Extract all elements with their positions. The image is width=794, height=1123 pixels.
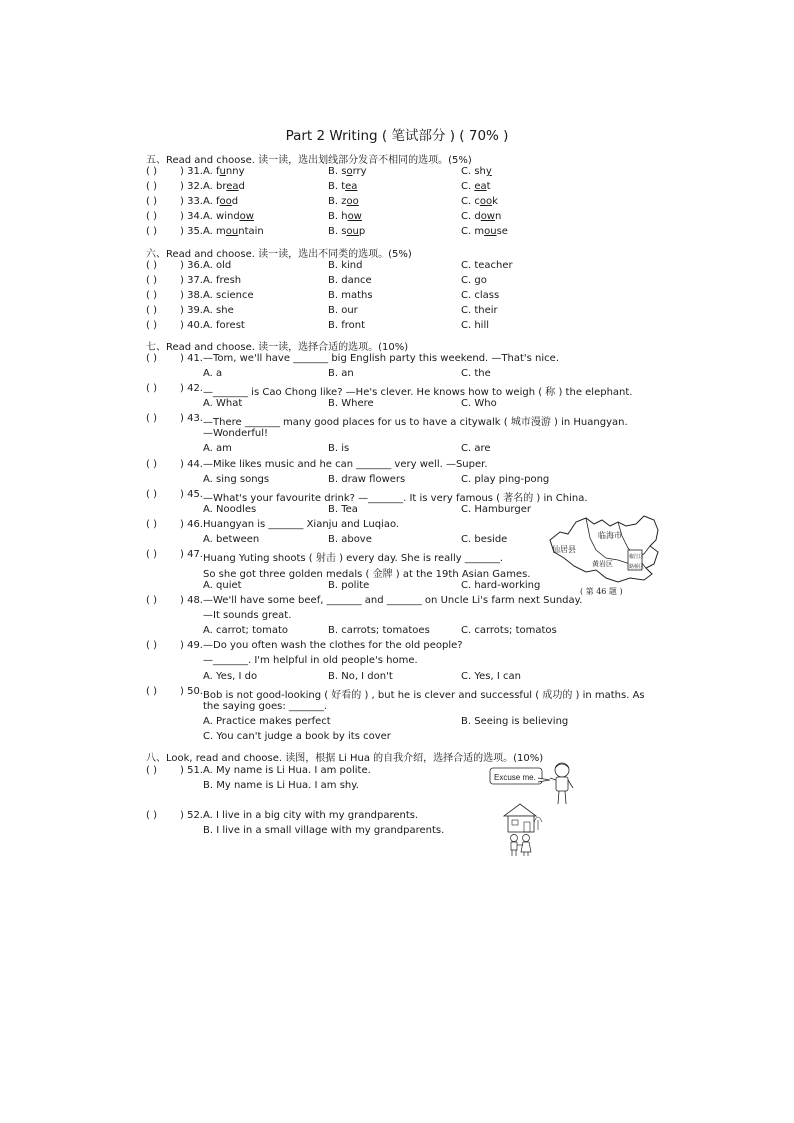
question-number: ) 50. bbox=[180, 686, 203, 697]
page-title: Part 2 Writing ( 笔试部分 ) ( 70% ) bbox=[285, 128, 509, 144]
option-c[interactable]: C. beside bbox=[461, 534, 508, 545]
underlined-sound: ou bbox=[346, 226, 359, 237]
answer-blank[interactable]: ( ) bbox=[146, 211, 157, 222]
question-number: ) 49. bbox=[180, 640, 203, 651]
question-text-continued: —_______. I'm helpful in old people's home. bbox=[203, 655, 418, 666]
option-b[interactable]: B. No, I don't bbox=[328, 671, 393, 682]
word-part: A. f bbox=[203, 196, 220, 207]
boy-body bbox=[556, 777, 568, 791]
option-a[interactable] bbox=[203, 196, 238, 207]
question-number: ) 48. bbox=[180, 595, 203, 606]
option-b[interactable]: B. I live in a small village with my grandparents. bbox=[203, 825, 445, 836]
section-7-heading: 七、Read and choose. 读一读，选择合适的选项。(10%) bbox=[146, 342, 409, 353]
question-text: Bob is not good-looking ( 好看的 ) , but he is clever and successful ( 成功的 ) in maths. As bbox=[203, 690, 645, 701]
answer-blank[interactable]: ( ) bbox=[146, 810, 157, 821]
underlined-sound: ou bbox=[225, 226, 239, 237]
answer-blank[interactable]: ( ) bbox=[146, 320, 157, 331]
question-text: Huangyan is _______ Xianju and Luqiao. bbox=[203, 519, 400, 530]
answer-blank[interactable]: ( ) bbox=[146, 196, 157, 207]
underlined-sound: u bbox=[219, 166, 226, 177]
underlined-sound: ow bbox=[480, 211, 495, 222]
underlined-sound: ea bbox=[345, 181, 358, 192]
option-b[interactable]: B. kind bbox=[328, 260, 363, 271]
option-b[interactable] bbox=[328, 211, 362, 222]
question-text: —We'll have some beef, _______ and _______ on Uncle Li's farm next Sunday. bbox=[203, 595, 583, 606]
option-a[interactable]: A. sing songs bbox=[203, 474, 270, 485]
option-b[interactable]: B. polite bbox=[328, 580, 370, 591]
question-number: ) 46. bbox=[180, 519, 203, 530]
word-part: C. sh bbox=[461, 166, 486, 177]
answer-blank[interactable]: ( ) bbox=[146, 549, 157, 560]
word-part: d bbox=[231, 196, 239, 207]
option-b[interactable] bbox=[328, 196, 359, 207]
answer-blank[interactable]: ( ) bbox=[146, 275, 157, 286]
section-8-heading: 八、Look, read and choose. 读图，根据 Li Hua 的自我介绍，选择合适的选项。(10%) bbox=[146, 753, 544, 764]
underlined-sound: ow bbox=[347, 211, 362, 222]
option-a[interactable]: A. forest bbox=[203, 320, 245, 331]
option-b[interactable]: B. front bbox=[328, 320, 366, 331]
house-grandparents-illustration bbox=[500, 800, 544, 858]
option-b[interactable]: B. is bbox=[328, 443, 350, 454]
option-c[interactable] bbox=[461, 196, 498, 207]
question-number: ) 38. bbox=[180, 290, 203, 301]
underlined-sound: ou bbox=[484, 226, 497, 237]
boy-leg bbox=[558, 791, 559, 804]
question-number: ) 40. bbox=[180, 320, 203, 331]
answer-blank[interactable]: ( ) bbox=[146, 459, 157, 470]
answer-blank[interactable]: ( ) bbox=[146, 226, 157, 237]
speech-bubble-tail bbox=[538, 778, 550, 782]
question-number: ) 34. bbox=[180, 211, 203, 222]
map-label-huangyan: 黄岩区 bbox=[592, 560, 613, 568]
answer-blank[interactable]: ( ) bbox=[146, 290, 157, 301]
option-c[interactable]: C. hill bbox=[461, 320, 490, 331]
option-c[interactable]: C. the bbox=[461, 368, 491, 379]
option-c[interactable] bbox=[461, 166, 492, 177]
boy-head bbox=[555, 763, 569, 777]
option-a[interactable] bbox=[203, 211, 254, 222]
word-part: B. z bbox=[328, 196, 347, 207]
answer-blank[interactable]: ( ) bbox=[146, 181, 157, 192]
underlined-sound: oo bbox=[219, 196, 232, 207]
question-number: ) 52. bbox=[180, 810, 203, 821]
option-c[interactable]: C. Hamburger bbox=[461, 504, 531, 515]
option-b[interactable]: B. an bbox=[328, 368, 354, 379]
option-a[interactable]: A. science bbox=[203, 290, 254, 301]
word-part: d bbox=[238, 181, 245, 192]
question-text-continued: So she got three golden medals ( 金牌 ) at the 19th Asian Games. bbox=[203, 569, 531, 580]
option-b[interactable]: B. maths bbox=[328, 290, 373, 301]
boy-arm bbox=[568, 780, 573, 788]
map-label-jiaojiang: 椒江区 bbox=[629, 554, 645, 560]
grandpa-body bbox=[511, 842, 517, 856]
option-c[interactable]: C. Yes, I can bbox=[461, 671, 521, 682]
option-c[interactable]: C. Who bbox=[461, 398, 497, 409]
answer-blank[interactable]: ( ) bbox=[146, 305, 157, 316]
grandma-head bbox=[523, 835, 530, 842]
option-a[interactable]: A. My name is Li Hua. I am polite. bbox=[203, 765, 371, 776]
word-part: t bbox=[486, 181, 491, 192]
question-text: —What's your favourite drink? —_______. It is very famous ( 著名的 ) in China. bbox=[203, 493, 588, 504]
word-part: rry bbox=[352, 166, 367, 177]
option-b[interactable]: B. Seeing is believing bbox=[461, 716, 569, 727]
answer-blank[interactable]: ( ) bbox=[146, 640, 157, 651]
word-part: C. c bbox=[461, 196, 480, 207]
question-number: ) 41. bbox=[180, 353, 203, 364]
option-b[interactable]: B. above bbox=[328, 534, 372, 545]
option-b[interactable]: B. Where bbox=[328, 398, 374, 409]
question-number: ) 45. bbox=[180, 489, 203, 500]
answer-blank[interactable]: ( ) bbox=[146, 765, 157, 776]
word-part: C. m bbox=[461, 226, 485, 237]
option-c[interactable] bbox=[461, 181, 491, 192]
question-number: ) 35. bbox=[180, 226, 203, 237]
option-a[interactable]: A. a bbox=[203, 368, 223, 379]
word-part: B. t bbox=[328, 181, 346, 192]
question-text-continued: —It sounds great. bbox=[203, 610, 292, 621]
question-text: —Tom, we'll have _______ big English party this weekend. —That's nice. bbox=[203, 353, 559, 364]
question-number: ) 31. bbox=[180, 166, 203, 177]
question-number: ) 43. bbox=[180, 413, 203, 424]
question-text-continued: —Wonderful! bbox=[203, 428, 269, 439]
grandpa-head bbox=[511, 835, 518, 842]
question-text: —Mike likes music and he can _______ very well. —Super. bbox=[203, 459, 488, 470]
option-a[interactable] bbox=[203, 181, 245, 192]
underlined-sound: o bbox=[346, 166, 353, 177]
answer-blank[interactable]: ( ) bbox=[146, 166, 157, 177]
option-c[interactable]: C. play ping-pong bbox=[461, 474, 550, 485]
option-a[interactable]: A. quiet bbox=[203, 580, 242, 591]
option-c[interactable]: C. hard-working bbox=[461, 580, 541, 591]
underlined-sound: y bbox=[485, 166, 492, 177]
option-a[interactable]: A. Practice makes perfect bbox=[203, 716, 331, 727]
question-number: ) 32. bbox=[180, 181, 203, 192]
speech-bubble-text: Excuse me. bbox=[494, 773, 536, 782]
grandma-body bbox=[521, 842, 531, 856]
option-c[interactable] bbox=[461, 226, 508, 237]
option-a[interactable]: A. Noodles bbox=[203, 504, 257, 515]
word-part: se bbox=[496, 226, 508, 237]
underlined-sound: ea bbox=[226, 181, 239, 192]
answer-blank[interactable]: ( ) bbox=[146, 260, 157, 271]
option-b[interactable]: B. draw flowers bbox=[328, 474, 406, 485]
option-b[interactable]: B. Tea bbox=[328, 504, 358, 515]
option-a[interactable]: A. old bbox=[203, 260, 232, 271]
map-label-luqiao: 路桥区 bbox=[629, 564, 645, 570]
question-number: ) 51. bbox=[180, 765, 203, 776]
map-label-linhai: 临海市 bbox=[598, 531, 622, 540]
taizhou-map-illustration bbox=[546, 512, 662, 598]
word-part: nny bbox=[225, 166, 245, 177]
option-a[interactable]: A. Yes, I do bbox=[203, 671, 258, 682]
option-b[interactable]: B. My name is Li Hua. I am shy. bbox=[203, 780, 359, 791]
option-c[interactable]: C. carrots; tomatos bbox=[461, 625, 557, 636]
answer-blank[interactable]: ( ) bbox=[146, 353, 157, 364]
option-c[interactable]: C. teacher bbox=[461, 260, 513, 271]
option-b[interactable]: B. dance bbox=[328, 275, 372, 286]
option-b[interactable] bbox=[328, 166, 367, 177]
answer-blank[interactable]: ( ) bbox=[146, 489, 157, 500]
question-text: —There _______ many good places for us to have a citywalk ( 城市漫游 ) in Huangyan. bbox=[203, 417, 628, 428]
map-caption: ( 第 46 题 ) bbox=[580, 587, 623, 596]
question-text: —_______ is Cao Chong like? —He's clever. He knows how to weigh ( 称 ) the elephant. bbox=[203, 387, 633, 398]
option-c[interactable]: C. go bbox=[461, 275, 487, 286]
word-part: A. br bbox=[203, 181, 227, 192]
option-a[interactable]: A. carrot; tomato bbox=[203, 625, 289, 636]
question-text: —Do you often wash the clothes for the old people? bbox=[203, 640, 463, 651]
option-a[interactable]: A. What bbox=[203, 398, 243, 409]
option-a[interactable]: A. she bbox=[203, 305, 234, 316]
option-a[interactable] bbox=[203, 166, 244, 177]
question-number: ) 42. bbox=[180, 383, 203, 394]
word-part: B. s bbox=[328, 166, 347, 177]
underlined-sound: ow bbox=[239, 211, 254, 222]
option-a[interactable]: A. between bbox=[203, 534, 260, 545]
word-part: C. bbox=[461, 181, 475, 192]
question-number: ) 39. bbox=[180, 305, 203, 316]
option-c[interactable]: C. You can't judge a book by its cover bbox=[203, 731, 391, 742]
option-b[interactable] bbox=[328, 181, 357, 192]
option-c[interactable] bbox=[461, 211, 501, 222]
option-c[interactable]: C. class bbox=[461, 290, 500, 301]
question-number: ) 33. bbox=[180, 196, 203, 207]
answer-blank[interactable]: ( ) bbox=[146, 413, 157, 424]
option-c[interactable]: C. are bbox=[461, 443, 491, 454]
question-number: ) 37. bbox=[180, 275, 203, 286]
option-b[interactable]: B. our bbox=[328, 305, 358, 316]
answer-blank[interactable]: ( ) bbox=[146, 383, 157, 394]
word-part: A. wind bbox=[203, 211, 240, 222]
word-part: B. s bbox=[328, 226, 347, 237]
map-label-xianju: 仙居县 bbox=[552, 545, 576, 554]
option-a[interactable]: A. I live in a big city with my grandparents. bbox=[203, 810, 419, 821]
option-a[interactable]: A. am bbox=[203, 443, 232, 454]
answer-blank[interactable]: ( ) bbox=[146, 595, 157, 606]
answer-blank[interactable]: ( ) bbox=[146, 686, 157, 697]
underlined-sound: oo bbox=[479, 196, 493, 207]
word-part: n bbox=[494, 211, 502, 222]
word-part: k bbox=[492, 196, 498, 207]
question-number: ) 47. bbox=[180, 549, 203, 560]
word-part: B. h bbox=[328, 211, 348, 222]
section-6-heading: 六、Read and choose. 读一读，选出不同类的选项。(5%) bbox=[146, 249, 412, 260]
option-a[interactable]: A. fresh bbox=[203, 275, 242, 286]
answer-blank[interactable]: ( ) bbox=[146, 519, 157, 530]
boy-leg bbox=[565, 791, 566, 804]
underlined-sound: oo bbox=[346, 196, 359, 207]
question-number: ) 44. bbox=[180, 459, 203, 470]
tree bbox=[534, 817, 542, 830]
section-5-heading: 五、Read and choose. 读一读，选出划线部分发音不相同的选项。(5%) bbox=[146, 155, 472, 166]
word-part: A. m bbox=[203, 226, 226, 237]
option-a[interactable] bbox=[203, 226, 264, 237]
word-part: p bbox=[358, 226, 366, 237]
option-c[interactable]: C. their bbox=[461, 305, 498, 316]
word-part: A. f bbox=[203, 166, 220, 177]
word-part: ntain bbox=[238, 226, 264, 237]
option-b[interactable]: B. carrots; tomatoes bbox=[328, 625, 430, 636]
question-text-continued: the saying goes: _______. bbox=[203, 701, 328, 712]
house-roof bbox=[504, 804, 536, 816]
option-b[interactable] bbox=[328, 226, 365, 237]
question-text: Huang Yuting shoots ( 射击 ) every day. She is really _______. bbox=[203, 553, 504, 564]
word-part: C. d bbox=[461, 211, 481, 222]
boy-arm bbox=[550, 778, 556, 780]
underlined-sound: ea bbox=[474, 181, 487, 192]
question-number: ) 36. bbox=[180, 260, 203, 271]
